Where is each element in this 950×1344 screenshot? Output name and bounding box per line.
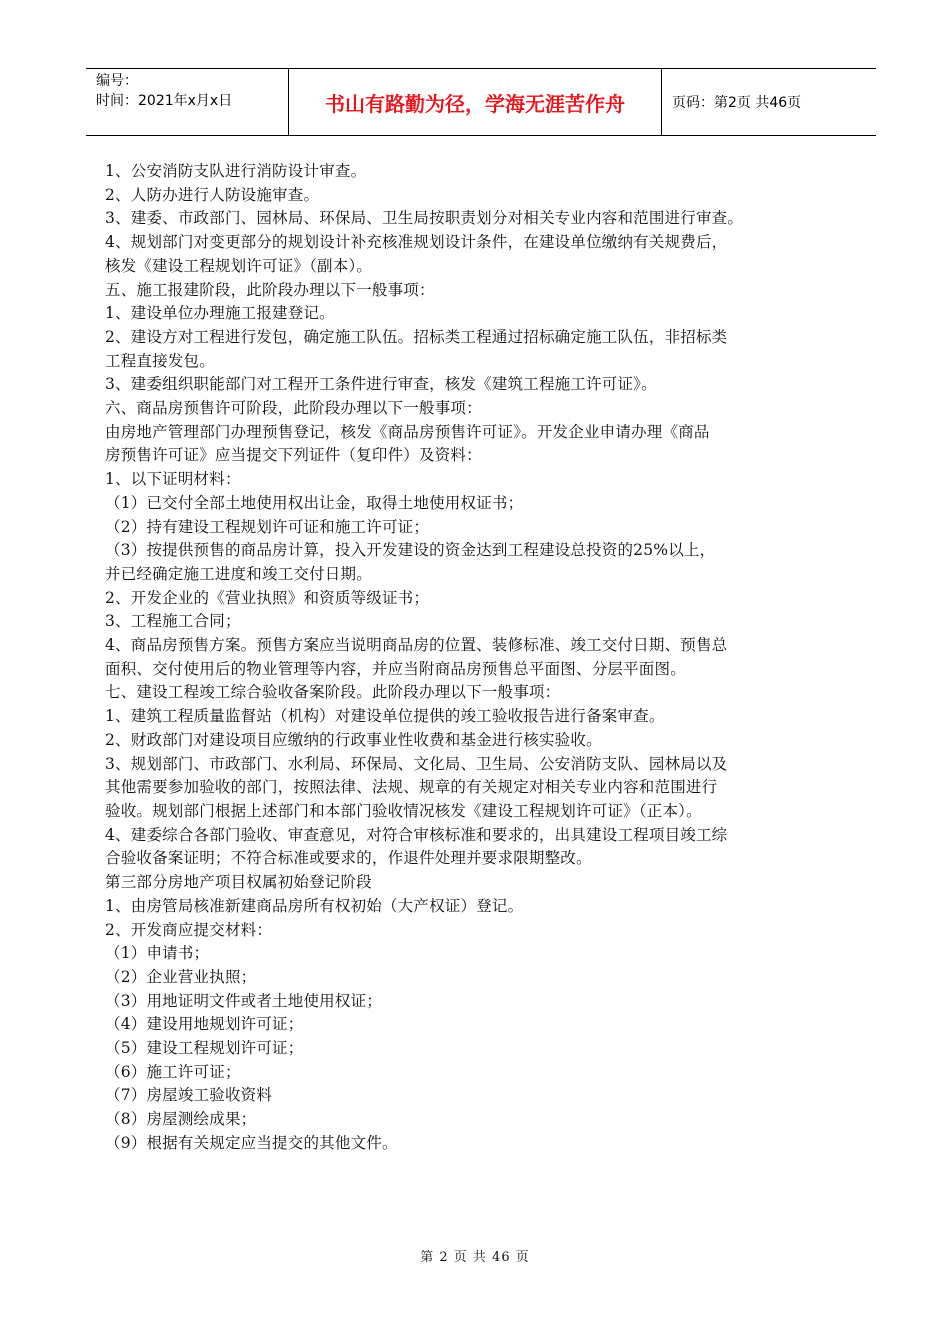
text-line: 4、商品房预售方案。预售方案应当说明商品房的位置、装修标准、竣工交付日期、预售总 [105,636,728,655]
header-meta [86,69,288,135]
text-line: 五、施工报建阶段，此阶段办理以下一般事项： [105,280,435,299]
text-line: （1）已交付全部土地使用权出让金，取得土地使用权证书； [105,493,524,512]
text-line: 1、公安消防支队进行消防设计审查。 [105,162,367,180]
text-line: （1）申请书； [105,944,210,963]
text-line: 面积、交付使用后的物业管理等内容，并应当附商品房预售总平面图、分层平面图。 [105,659,686,678]
page-header [86,68,876,136]
text-line: 第三部分房地产项目权属初始登记阶段 [105,873,372,892]
text-line: 六、商品房预售许可阶段，此阶段办理以下一般事项： [105,399,482,418]
serial-label: 编号： [96,73,138,89]
text-line: 1、以下证明材料： [105,470,241,489]
text-line: 其他需要参加验收的部门，按照法律、法规、规章的有关规定对相关专业内容和范围进行 [105,778,718,797]
text-line: 2、财政部门对建设项目应缴纳的行政事业性收费和基金进行核实验收。 [105,730,602,749]
text-line: 房预售许可证》应当提交下列证件（复印件）及资料： [105,446,482,465]
text-line: 并已经确定施工进度和竣工交付日期。 [105,564,372,583]
text-line: （9）根据有关规定应当提交的其他文件。 [105,1133,398,1152]
text-line: 2、建设方对工程进行发包，确定施工队伍。招标类工程通过招标确定施工队伍，非招标类 [105,327,728,346]
text-line: 工程直接发包。 [105,351,215,370]
text-line: 由房地产管理部门办理预售登记，核发《商品房预售许可证》。开发企业申请办理《商品 [105,422,710,441]
document-body [105,160,875,1156]
text-line: 1、由房管局核准新建商品房所有权初始（大产权证）登记。 [105,896,524,915]
text-line: 4、规划部门对变更部分的规划设计补充核准规划设计条件，在建设单位缴纳有关规费后， [105,233,728,252]
text-line: 2、人防办进行人防设施审查。 [105,185,320,204]
text-line: 1、建筑工程质量监督站（机构）对建设单位提供的竣工验收报告进行备案审查。 [105,707,665,726]
text-line: （5）建设工程规划许可证； [105,1039,304,1058]
page-footer: 第 2 页 共 46 页 [420,1250,530,1265]
text-line: 七、建设工程竣工综合验收备案阶段。此阶段办理以下一般事项： [105,683,561,702]
text-line: 2、开发企业的《营业执照》和资质等级证书； [105,588,430,607]
text-line: 合验收备案证明；不符合标准或要求的，作退件处理并要求限期整改。 [105,849,592,868]
text-line: （6）施工许可证； [105,1062,241,1081]
text-line: 1、建设单位办理施工报建登记。 [105,304,335,323]
text-line: 3、建委、市政部门、园林局、环保局、卫生局按职责划分对相关专业内容和范围进行审查。 [105,209,744,228]
text-line: （2）持有建设工程规划许可证和施工许可证； [105,517,430,536]
text-line: 验收。规划部门根据上述部门和本部门验收情况核发《建设工程规划许可证》（正本）。 [105,801,702,820]
text-line: 4、建委综合各部门验收、审查意见，对符合审核标准和要求的，出具建设工程项目竣工综 [105,825,728,844]
time-label: 时间：2021年x月x日 [96,93,233,109]
text-line: 核发《建设工程规划许可证》（副本）。 [105,256,373,275]
text-line: （3）用地证明文件或者土地使用权证； [105,991,382,1010]
text-line: （8）房屋测绘成果； [105,1110,257,1129]
text-line: （2）企业营业执照； [105,967,257,986]
text-line: （7）房屋竣工验收资料 [105,1086,273,1105]
text-line: 3、建委组织职能部门对工程开工条件进行审查，核发《建筑工程施工许可证》。 [105,375,657,394]
text-line: 3、规划部门、市政部门、水利局、环保局、文化局、卫生局、公安消防支队、园林局以及 [105,754,728,773]
text-line: 3、工程施工合同； [105,612,241,631]
text-line: 2、开发商应提交材料： [105,920,273,939]
text-line: （4）建设用地规划许可证； [105,1015,304,1034]
text-line: （3）按提供预售的商品房计算，投入开发建设的资金达到工程建设总投资的25%以上， [105,541,716,560]
header-motto: 书山有路勤为径，学海无涯苦作舟 [288,69,662,135]
header-page-number: 页码：第2页 共46页 [672,95,802,111]
